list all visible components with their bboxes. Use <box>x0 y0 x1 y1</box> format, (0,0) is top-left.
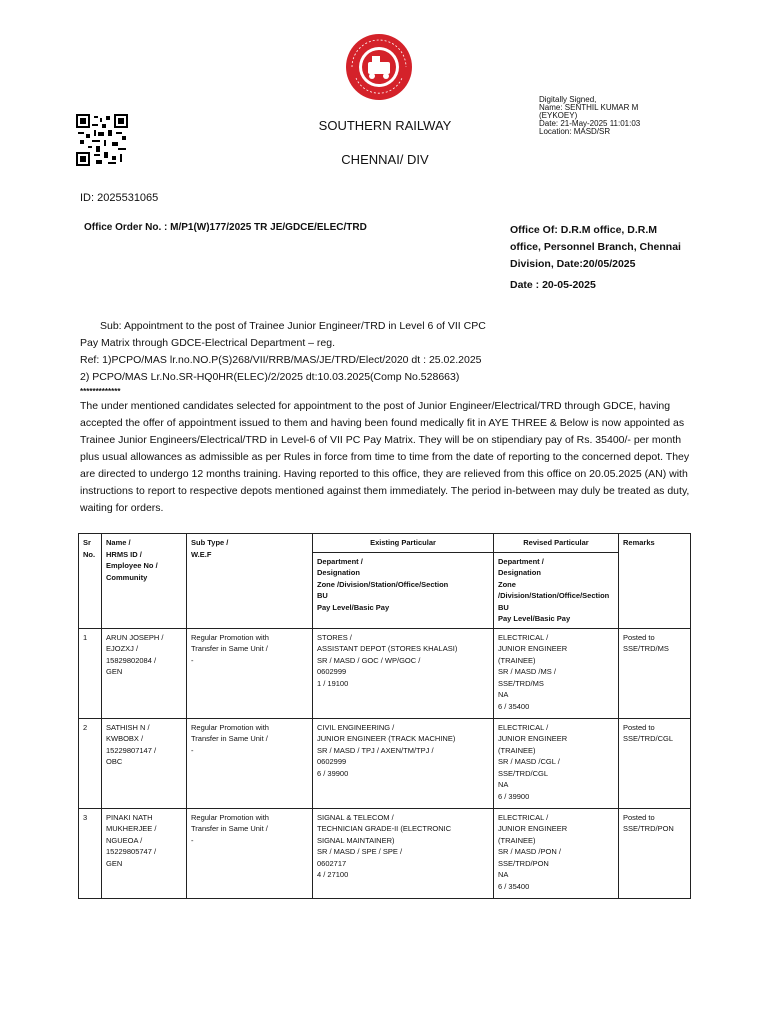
body-paragraph: The under mentioned candidates selected for appointment to the post of Junior Engineer/Electrical/TRD through GDCE, having accepted the offer of appointment issued to them and having been found medically fit in AYE THREE & Below is now appointed as Trainee Junior Engineers/Electrical/TRD in Level-6 of VII PC Pay Matrix. They will be on stipendiary pay of Rs. 35400/- per month plus usual allowances as admissible as per Rules in force from time to time from the date of reporting to the concerned depot. They are directed to undergo 12 months training. Having reported to this office, they are relieved from this office on 20.05.2025 (AN) with instructions to report to respective depots mentioned against them immediately. The period in-between may duly be treated as duty, waiting for orders. <box>80 400 690 514</box>
cell-sr: 2 <box>79 718 102 808</box>
cell-sr: 1 <box>79 628 102 718</box>
office-order-number: Office Order No. : M/P1(W)177/2025 TR JE/GDCE/ELEC/TRD <box>84 222 367 233</box>
document-id: ID: 2025531065 <box>80 192 159 204</box>
cell-subtype: Regular Promotion with Transfer in Same Unit / - <box>187 718 313 808</box>
cell-remarks: Posted to SSE/TRD/PON <box>619 808 691 898</box>
separator-stars: ************* <box>80 387 121 396</box>
signature-location: Location: MASD/SR <box>539 127 611 136</box>
organization-name: SOUTHERN RAILWAY <box>318 118 452 133</box>
cell-name: ARUN JOSEPH / EJOZXJ / 15829802084 / GEN <box>102 628 187 718</box>
reference-2: 2) PCPO/MAS Lr.No.SR-HQ0HR(ELEC)/2/2025 dt:10.03.2025(Comp No.528663) <box>80 371 460 383</box>
header-existing-fields: Department / Designation Zone /Division/Station/Office/Section BU Pay Level/Basic Pay <box>313 552 494 628</box>
subject-line-2: Pay Matrix through GDCE-Electrical Department – reg. <box>80 337 336 349</box>
cell-subtype: Regular Promotion with Transfer in Same Unit / - <box>187 628 313 718</box>
header-existing: Existing Particular <box>313 534 494 553</box>
cell-remarks: Posted to SSE/TRD/CGL <box>619 718 691 808</box>
signature-date: Date: 21-May-2025 11:01:03 <box>539 119 641 128</box>
signature-code: (EYKOEY) <box>539 111 578 120</box>
header-revised-fields: Department / Designation Zone /Division/Station/Office/Section BU Pay Level/Basic Pay <box>494 552 619 628</box>
cell-existing: SIGNAL & TELECOM / TECHNICIAN GRADE-II (ELECTRONIC SIGNAL MAINTAINER) SR / MASD / SPE / SPE / 0602717 4 / 27100 <box>313 808 494 898</box>
qr-code <box>76 114 128 166</box>
cell-revised: ELECTRICAL / JUNIOR ENGINEER (TRAINEE) SR / MASD /MS / SSE/TRD/MS NA 6 / 35400 <box>494 628 619 718</box>
cell-revised: ELECTRICAL / JUNIOR ENGINEER (TRAINEE) SR / MASD /CGL / SSE/TRD/CGL NA 6 / 39900 <box>494 718 619 808</box>
cell-revised: ELECTRICAL / JUNIOR ENGINEER (TRAINEE) SR / MASD /PON / SSE/TRD/PON NA 6 / 35400 <box>494 808 619 898</box>
reference-1: Ref: 1)PCPO/MAS lr.no.NO.P(S)268/VII/RRB/MAS/JE/TRD/Elect/2020 dt : 25.02.2025 <box>80 354 482 366</box>
indian-railways-logo <box>344 32 414 102</box>
office-of: Office Of: D.R.M office, D.R.M office, Personnel Branch, Chennai Division, Date:20/05/2025 <box>510 224 681 270</box>
header-sr: Sr No. <box>79 534 102 629</box>
digital-signature-block <box>539 96 640 136</box>
cell-existing: CIVIL ENGINEERING / JUNIOR ENGINEER (TRACK MACHINE) SR / MASD / TPJ / AXEN/TM/TPJ / 0602999 6 / 39900 <box>313 718 494 808</box>
header-revised: Revised Particular <box>494 534 619 553</box>
header-remarks: Remarks <box>619 534 691 629</box>
header-subtype: Sub Type / W.E.F <box>187 534 313 629</box>
division-name: CHENNAI/ DIV <box>341 152 429 167</box>
table-row <box>79 628 691 718</box>
table-row <box>79 808 691 898</box>
cell-subtype: Regular Promotion with Transfer in Same Unit / - <box>187 808 313 898</box>
cell-name: SATHISH N / KWBOBX / 15229807147 / OBC <box>102 718 187 808</box>
subject-block <box>80 318 692 398</box>
cell-sr: 3 <box>79 808 102 898</box>
signature-line: Digitally Signed, <box>539 95 597 104</box>
header-name: Name / HRMS ID / Employee No / Community <box>102 534 187 629</box>
cell-existing: STORES / ASSISTANT DEPOT (STORES KHALASI) SR / MASD / GOC / WP/GOC / 0602999 1 / 19100 <box>313 628 494 718</box>
table-row <box>79 718 691 808</box>
table-header-row <box>79 534 691 553</box>
signature-name: Name: SENTHIL KUMAR M <box>539 103 639 112</box>
cell-name: PINAKI NATH MUKHERJEE / NGUEOA / 15229805747 / GEN <box>102 808 187 898</box>
order-date: Date : 20-05-2025 <box>510 279 596 291</box>
cell-remarks: Posted to SSE/TRD/MS <box>619 628 691 718</box>
subject-line: Sub: Appointment to the post of Trainee Junior Engineer/TRD in Level 6 of VII CPC <box>100 320 486 332</box>
candidates-table <box>78 533 691 899</box>
